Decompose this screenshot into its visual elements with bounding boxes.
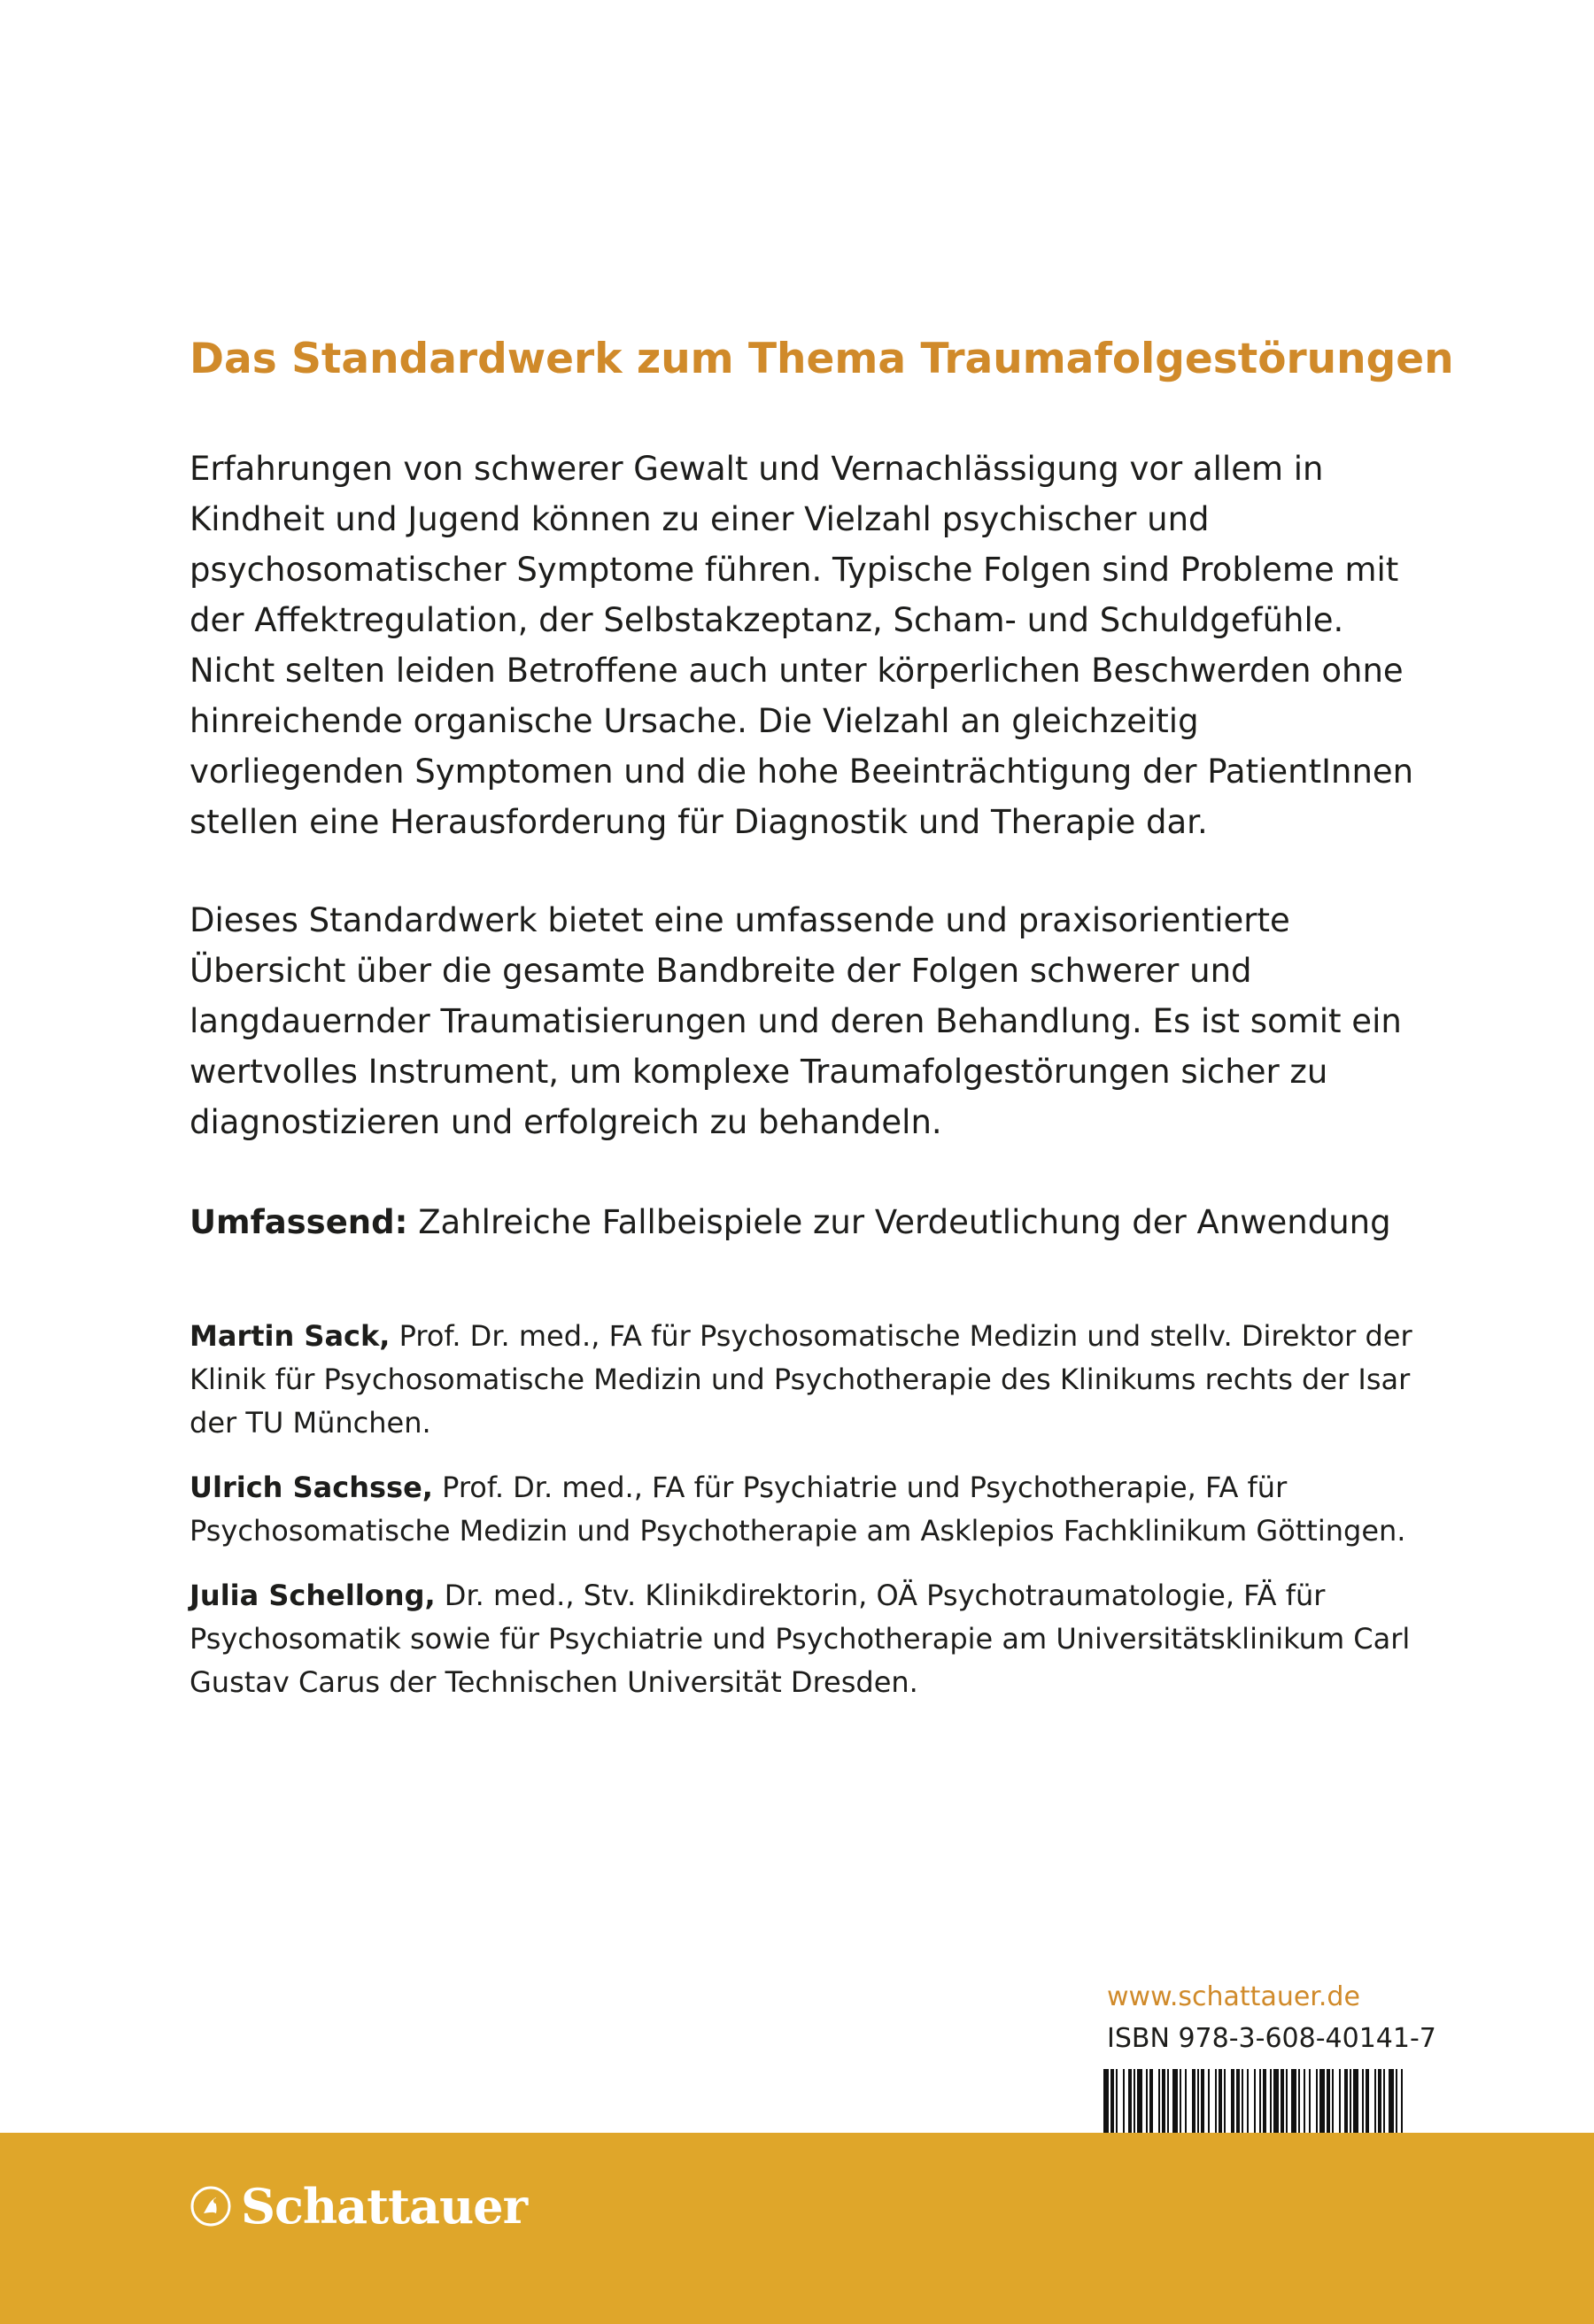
author-name: Julia Schellong, (190, 1579, 436, 1612)
author-bio: Prof. Dr. med., FA für Psychosomatische Medizin und stellv. Direktor der Klinik für Psychosomatische Medizin und Psychotherapie des Klinikums rechts der Isar der TU München. (190, 1319, 1412, 1440)
schattauer-emblem-icon (190, 2185, 232, 2227)
overview-paragraph: Dieses Standardwerk bietet eine umfassende und praxisorientierte Übersicht über die gesamte Bandbreite der Folgen schwerer und langdauernder Traumatisierungen und deren Behandlung. Es ist somit ein wertvolles Instrument, um komplexe Traumafolgestörungen sicher zu diagnostizieren und erfolgreich zu behandeln. (190, 901, 1402, 1141)
author-entry (190, 1466, 1420, 1553)
intro-paragraph: Erfahrungen von schwerer Gewalt und Vernachlässigung vor allem in Kindheit und Jugend können zu einer Vielzahl psychischer und psychosomatischer Symptome führen. Typische Folgen sind Probleme mit der Affektregulation, der Selbstakzeptanz, Scham- und Schuldgefühle. Nicht selten leiden Betroffene auch unter körperlichen Beschwerden ohne hinreichende organische Ursache. Die Vielzahl an gleichzeitig vorliegenden Symptomen und die hohe Beeinträchtigung der PatientInnen stellen eine Herausforderung für Diagnostik und Therapie dar. (190, 450, 1414, 841)
author-name: Martin Sack, (190, 1319, 391, 1353)
author-entry (190, 1315, 1420, 1445)
author-list (190, 1315, 1420, 1726)
feature-text: Zahlreiche Fallbeispiele zur Verdeutlichung der Anwendung (407, 1203, 1391, 1241)
cover-heading: Das Standardwerk zum Thema Traumafolgestörungen (190, 335, 1454, 383)
author-bio: Dr. med., Stv. Klinikdirektorin, OÄ Psychotraumatologie, FÄ für Psychosomatik sowie für Psychiatrie und Psychotherapie am Universitätsklinikum Carl Gustav Carus der Technischen Universität Dresden. (190, 1579, 1411, 1699)
author-entry (190, 1574, 1420, 1704)
author-name: Ulrich Sachsse, (190, 1471, 433, 1504)
feature-line (190, 1197, 1420, 1247)
publisher-logo (190, 2178, 527, 2235)
isbn-label: ISBN 978-3-608-40141-7 (1107, 2023, 1436, 2054)
author-bio: Prof. Dr. med., FA für Psychiatrie und Psychotherapie, FA für Psychosomatische Medizin und Psychotherapie am Asklepios Fachklinikum Göttingen. (190, 1471, 1406, 1548)
publisher-logo-text: Schattauer (241, 2178, 528, 2235)
publisher-url: www.schattauer.de (1107, 1981, 1360, 2012)
feature-label: Umfassend: (190, 1203, 408, 1241)
barcode-icon (1103, 2069, 1406, 2133)
